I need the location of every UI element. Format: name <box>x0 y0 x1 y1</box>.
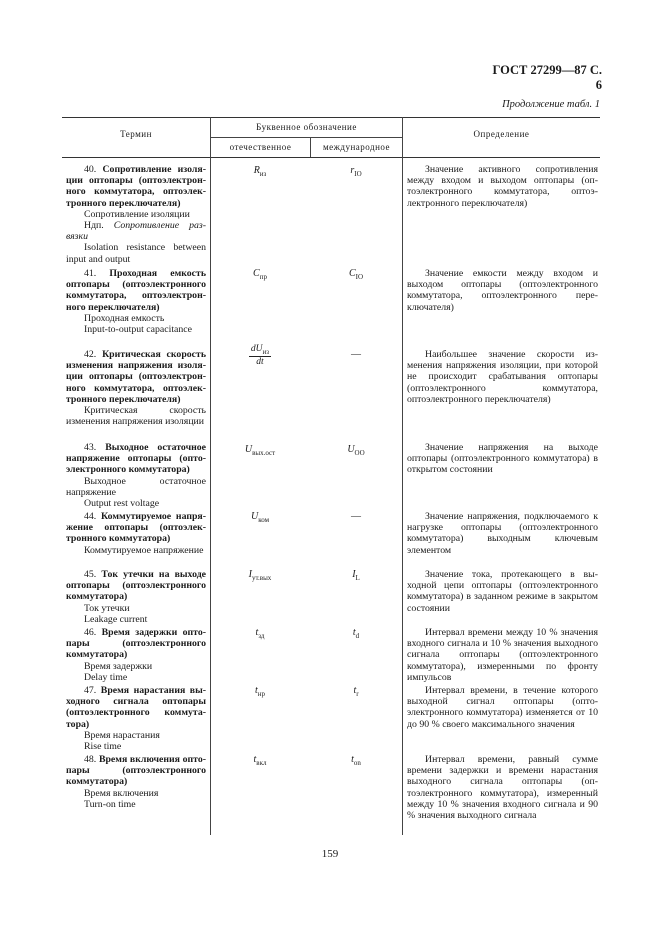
definition-42: Наибольшее значение скорости изменения напряжения изоляции, при которой не происходит срабатывания оптопары (оптоэлектронного коммутатора, оптоэлектронного переключателя) <box>407 349 598 405</box>
symbol-international-45: $I_L$ <box>352 569 360 582</box>
symbol-domestic-43: $U_{вых.ост}$ <box>244 444 276 457</box>
symbol-domestic-40: $R_{из}$ <box>253 165 267 178</box>
term-entry-45: 45. Ток утечки на выходе оптопары (оптоэлектронного коммутатора) Ток утечки Leakage current <box>66 569 206 625</box>
symbol-domestic-48: $t_{вкл}$ <box>253 754 267 767</box>
symbol-international-40: $r_{IO}$ <box>350 165 362 178</box>
column-header-definition: Определение <box>473 129 530 139</box>
symbol-domestic-47: $t_{нр}$ <box>254 685 266 698</box>
designation-subheader-rule <box>211 137 402 138</box>
table-top-rule <box>62 117 600 118</box>
symbol-international-43: $U_{OO}$ <box>347 444 365 457</box>
term-entry-44: 44. Коммутируемое напряжение оптопары (оптоэлектронного коммутатора) Коммутируемое напряжение <box>66 511 206 556</box>
symbol-international-42: — <box>351 349 361 360</box>
term-entry-40: 40. Сопротивление изоляции оптопары (оптоэлектронного коммутатора, оптоэлектронного переключателя) Сопротивление изоляции Ндп. Сопротивление развязки Isolation resistance between input and output <box>66 164 206 265</box>
symbol-domestic-41: $C_{пр}$ <box>253 268 267 281</box>
term-entry-41: 41. Проходная емкость оптопары (оптоэлектронного коммутатора, оптоэлектронного переключателя) Проходная емкость Input-to-output capacitance <box>66 268 206 336</box>
term-entry-47: 47. Время нарастания выходного сигнала оптопары (оптоэлектронного коммутатора) Время нарастания Rise time <box>66 685 206 753</box>
term-entry-43: 43. Выходное остаточное напряжение оптопары (оптоэлектронного коммутатора) Выходное остаточное напряжение Output rest voltage <box>66 442 206 510</box>
definition-48: Интервал времени, равный сумме времени задержки и времени нарастания выходного сигнала оптопары (оптоэлектронного коммутатора), измеренный между 10 % значения входного сигнала и 90 % значения выходного сигнала <box>407 754 598 822</box>
symbol-international-47: $t_r$ <box>353 685 359 698</box>
column-header-domestic: отечественное <box>229 142 292 152</box>
definition-45: Значение тока, протекающего в выходной цепи оптопары (оптоэлектронного коммутатора) в заданном режиме в закрытом состоянии <box>407 569 598 614</box>
column-divider-term <box>210 117 211 835</box>
symbol-international-48: $t_{on}$ <box>351 754 361 767</box>
definition-46: Интервал времени между 10 % значения входного сигнала и 10 % значения выходного сигнала оптопары (оптоэлектронного коммутатора), измеренными по фронту импульсов <box>407 627 598 683</box>
symbol-international-46: $t_d$ <box>352 627 360 640</box>
definition-40: Значение активного сопротивления между входом и выходом оптопары (оптоэлектронного коммутатора, оптоэлектронного переключателя) <box>407 164 598 209</box>
column-header-designation: Буквенное обозначение <box>256 122 357 132</box>
definition-43: Значение напряжения на выходе оптопары (оптоэлектронного коммутатора) в открытом состоянии <box>407 442 598 476</box>
table-continuation-label: Продолжение табл. 1 <box>502 99 600 110</box>
term-entry-42: 42. Критическая скорость изменения напряжения изоляции оптопары (оптоэлектронного коммутатора, оптоэлектронного переключателя) Критическая скорость изменения напряжения изоляции <box>66 349 207 428</box>
symbol-domestic-46: $t_{зд}$ <box>255 627 265 640</box>
column-header-term: Термин <box>120 129 152 139</box>
column-header-international: международное <box>322 142 391 152</box>
symbol-domestic-44: $U_{ком}$ <box>250 511 270 524</box>
table-header-rule <box>62 157 600 158</box>
column-divider-definition <box>402 117 403 835</box>
term-entry-48: 48. Время включения оптопары (оптоэлектронного коммутатора) Время включения Turn-on time <box>66 754 206 810</box>
page-number: 159 <box>321 848 339 860</box>
term-entry-46: 46. Время задержки оптопары (оптоэлектронного коммутатора) Время задержки Delay time <box>66 627 206 683</box>
symbol-domestic-42: $\frac{dU_{из}}{dt}$ <box>250 344 270 367</box>
definition-41: Значение емкости между входом и выходом оптопары (оптоэлектронного коммутатора, оптоэлектронного переключателя) <box>407 268 598 313</box>
symbol-international-44: — <box>351 511 361 522</box>
symbol-international-41: $C_{IO}$ <box>348 268 364 281</box>
document-header-title: ГОСТ 27299—87 С. 6 <box>492 63 602 92</box>
definition-47: Интервал времени, в течение которого выходной сигнал оптопары (оптоэлектронного коммутатора) изменяется от 10 до 90 % своего максимального значения <box>407 685 598 730</box>
definition-44: Значение напряжения, подключаемого к нагрузке оптопары (оптоэлектронного коммутатора) выходным ключевым элементом <box>407 511 598 556</box>
symbol-domestic-45: $I_{ут.вых}$ <box>248 569 272 582</box>
